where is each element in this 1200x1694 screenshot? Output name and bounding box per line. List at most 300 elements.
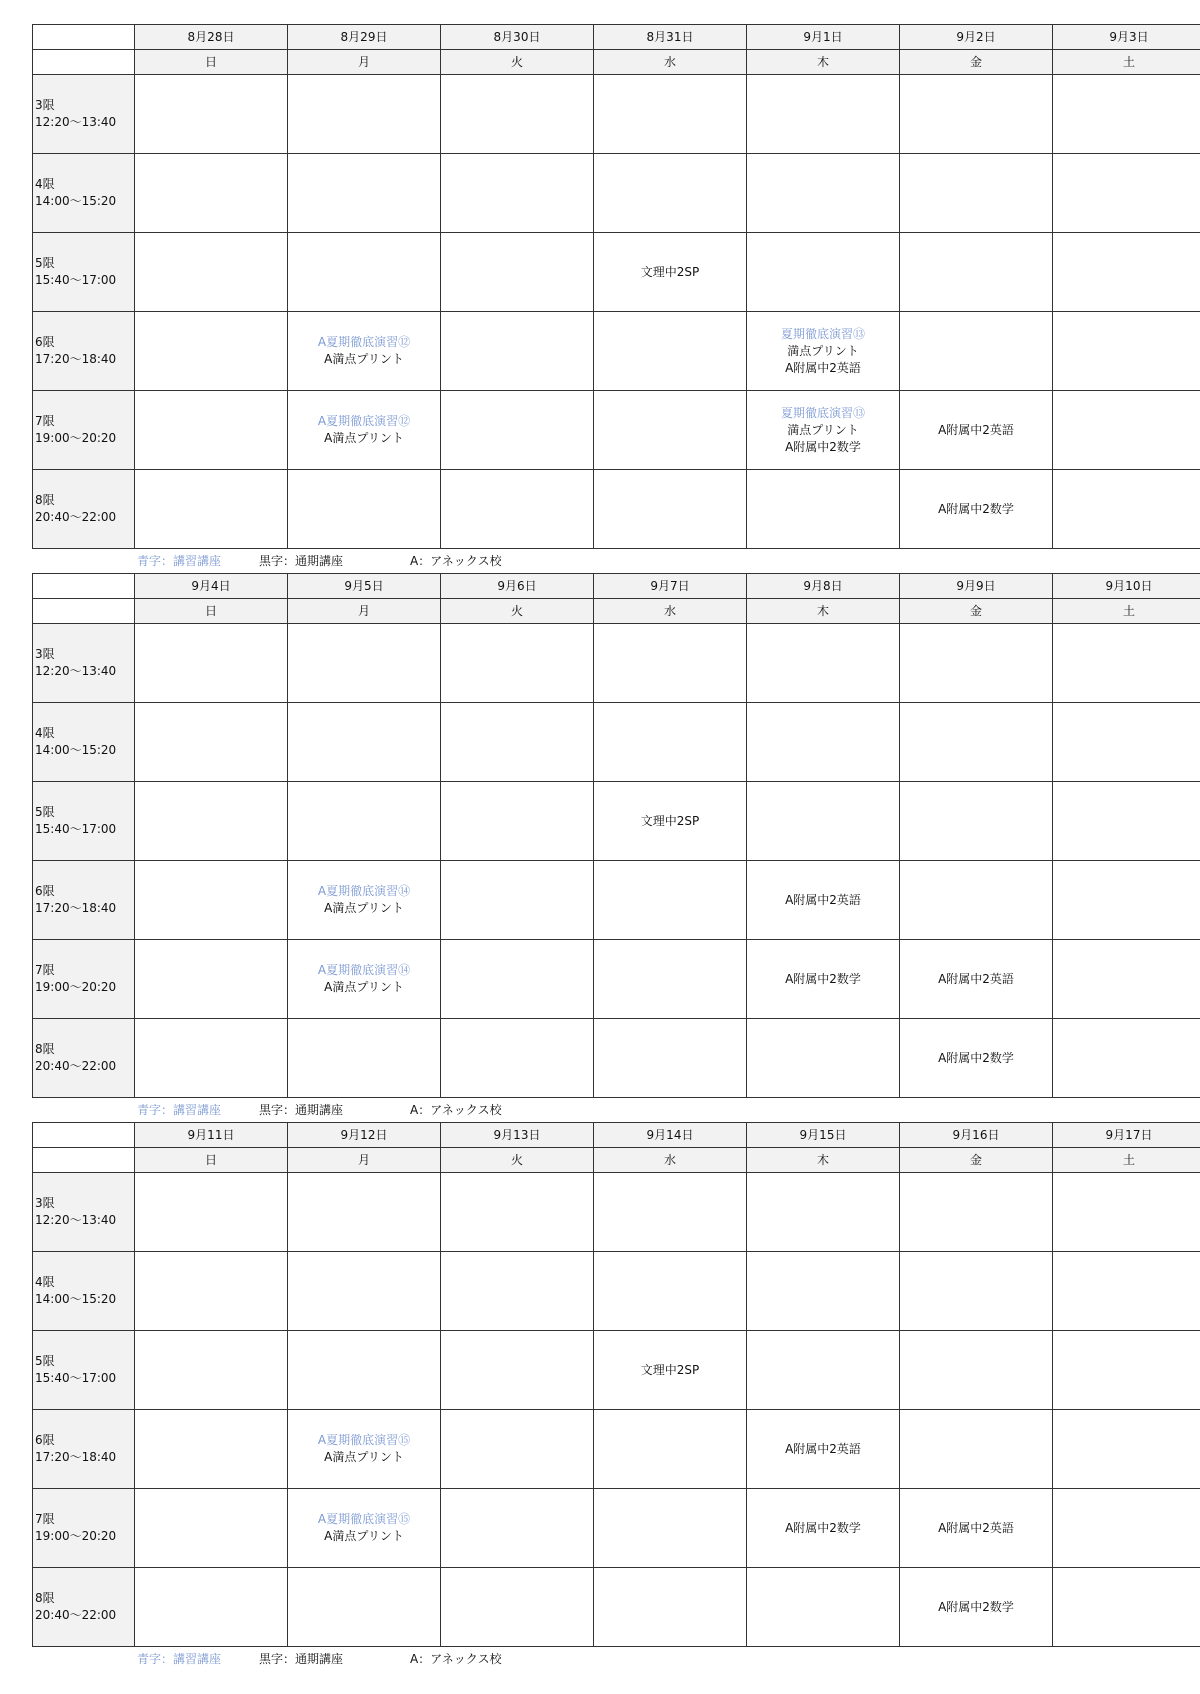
class-entry: A附属中2数学: [785, 1520, 861, 1535]
schedule-cell: [288, 470, 441, 549]
schedule-cell: [288, 154, 441, 233]
schedule-cell: [135, 312, 288, 391]
period-label-cell: [33, 154, 135, 233]
schedule-cell: [900, 1489, 1053, 1568]
schedule-cell: [747, 782, 900, 861]
schedule-cell: [441, 1252, 594, 1331]
period-time: 20:40～22:00: [35, 1608, 117, 1622]
date-header: 9月5日: [288, 574, 441, 599]
week-table: [32, 1122, 1200, 1647]
date-header: 8月28日: [135, 25, 288, 50]
schedule-cell: [900, 1019, 1053, 1098]
period-time: 17:20～18:40: [35, 901, 117, 915]
legend: [32, 551, 1174, 571]
schedule-cell: [288, 75, 441, 154]
corner-cell: [33, 574, 135, 599]
schedule-cell: [441, 312, 594, 391]
period-time: 15:40～17:00: [35, 273, 117, 287]
schedule-cell: [135, 1173, 288, 1252]
schedule-cell: [1053, 1252, 1200, 1331]
weekday-header: 火: [441, 50, 594, 75]
period-label-cell: [33, 1410, 135, 1489]
period-name: 5限: [35, 256, 55, 270]
schedule-cell: [747, 75, 900, 154]
schedule-cell: [135, 703, 288, 782]
date-header-row: [33, 25, 1200, 50]
period-row: [33, 1489, 1200, 1568]
schedule-cell: [288, 391, 441, 470]
legend: [32, 1100, 1174, 1120]
class-entry: A夏期徹底演習⑫: [317, 335, 411, 349]
class-entry: A満点プリント: [324, 980, 404, 994]
date-header: 8月30日: [441, 25, 594, 50]
weekday-header: 土: [1053, 1148, 1200, 1173]
schedule-cell: [594, 1252, 747, 1331]
schedule-cell: [1053, 75, 1200, 154]
period-row: [33, 1568, 1200, 1647]
period-time: 19:00～20:20: [35, 980, 117, 994]
schedule-cell: [747, 624, 900, 703]
period-name: 8限: [35, 1042, 55, 1056]
schedule-cell: [900, 703, 1053, 782]
period-row: [33, 312, 1200, 391]
class-entry: A夏期徹底演習⑮: [317, 1512, 411, 1526]
corner-cell: [33, 25, 135, 50]
date-header: 9月14日: [594, 1123, 747, 1148]
period-label-cell: [33, 940, 135, 1019]
period-time: 14:00～15:20: [35, 194, 117, 208]
legend-annex: A：アネックス校: [410, 1652, 502, 1666]
schedule-cell: [441, 861, 594, 940]
schedule-cell: [1053, 1410, 1200, 1489]
period-label-cell: [33, 861, 135, 940]
week-block: [32, 24, 1200, 549]
schedule-cell: [288, 233, 441, 312]
schedule-cell: [747, 233, 900, 312]
schedule-cell: [594, 1489, 747, 1568]
schedule-cell: [594, 1019, 747, 1098]
legend-annex: A：アネックス校: [410, 554, 502, 568]
date-header: 9月4日: [135, 574, 288, 599]
schedule-cell: [135, 1252, 288, 1331]
weekday-header-row: [33, 599, 1200, 624]
date-header: 9月1日: [747, 25, 900, 50]
schedule-cell: [441, 391, 594, 470]
schedule-cell: [288, 1019, 441, 1098]
schedule-cell: [747, 391, 900, 470]
schedule-cell: [1053, 470, 1200, 549]
legend: [32, 1649, 1174, 1669]
schedule-cell: [594, 861, 747, 940]
period-label-cell: [33, 624, 135, 703]
period-row: [33, 233, 1200, 312]
schedule-cell: [135, 233, 288, 312]
period-row: [33, 75, 1200, 154]
period-label-cell: [33, 1489, 135, 1568]
date-header: 9月3日: [1053, 25, 1200, 50]
schedule-cell: [747, 1019, 900, 1098]
class-entry: A附属中2数学: [785, 971, 861, 986]
weekday-header: 月: [288, 1148, 441, 1173]
weekday-header: 火: [441, 1148, 594, 1173]
schedule-cell: [747, 154, 900, 233]
class-entry: A附属中2英語: [938, 971, 1014, 986]
schedule-cell: [441, 1331, 594, 1410]
class-entry: 文理中2SP: [640, 264, 700, 279]
schedule-cell: [288, 940, 441, 1019]
schedule-cell: [900, 1568, 1053, 1647]
period-row: [33, 861, 1200, 940]
weekday-header: 水: [594, 599, 747, 624]
schedule-cell: [747, 940, 900, 1019]
schedule-cell: [135, 1331, 288, 1410]
class-entry: A満点プリント: [324, 1529, 404, 1543]
date-header: 9月12日: [288, 1123, 441, 1148]
period-label-cell: [33, 391, 135, 470]
period-time: 20:40～22:00: [35, 1059, 117, 1073]
week-table: [32, 24, 1200, 549]
weekday-header: 金: [900, 50, 1053, 75]
schedule-cell: [900, 861, 1053, 940]
period-row: [33, 1019, 1200, 1098]
weekday-header: 木: [747, 599, 900, 624]
schedule-cell: [1053, 782, 1200, 861]
legend-blue-text: 青字：講習講座: [137, 554, 222, 568]
weekday-header: 木: [747, 50, 900, 75]
schedule-cell: [747, 703, 900, 782]
class-entry: A附属中2英語: [785, 892, 861, 907]
class-entry: 満点プリント: [787, 343, 859, 358]
weekday-header: 水: [594, 1148, 747, 1173]
weekday-header: 金: [900, 1148, 1053, 1173]
period-name: 7限: [35, 414, 55, 428]
class-entry: A満点プリント: [324, 901, 404, 915]
legend-black-text: 黒字：通期講座: [259, 1103, 344, 1117]
weekday-header-row: [33, 50, 1200, 75]
schedule-cell: [441, 470, 594, 549]
schedule-cell: [747, 1331, 900, 1410]
schedule-cell: [288, 1173, 441, 1252]
schedule-cell: [135, 391, 288, 470]
schedule-cell: [135, 861, 288, 940]
schedule-cell: [288, 861, 441, 940]
period-name: 4限: [35, 726, 55, 740]
corner-cell: [33, 1148, 135, 1173]
schedule-cell: [747, 1489, 900, 1568]
schedule-cell: [1053, 154, 1200, 233]
period-name: 5限: [35, 1354, 55, 1368]
class-entry: 文理中2SP: [640, 1362, 700, 1377]
schedule-cell: [135, 470, 288, 549]
class-entry: 夏期徹底演習⑬: [780, 405, 865, 420]
period-label-cell: [33, 75, 135, 154]
schedule-cell: [288, 312, 441, 391]
date-header: 9月8日: [747, 574, 900, 599]
date-header: 8月29日: [288, 25, 441, 50]
weekday-header: 日: [135, 50, 288, 75]
date-header: 9月16日: [900, 1123, 1053, 1148]
class-entry: A附属中2数学: [785, 439, 861, 454]
period-time: 19:00～20:20: [35, 431, 117, 445]
class-entry: A満点プリント: [324, 431, 404, 445]
date-header: 9月13日: [441, 1123, 594, 1148]
schedule-cell: [594, 75, 747, 154]
period-label-cell: [33, 1568, 135, 1647]
period-label-cell: [33, 1019, 135, 1098]
period-label-cell: [33, 470, 135, 549]
period-name: 3限: [35, 98, 55, 112]
legend-annex: A：アネックス校: [410, 1103, 502, 1117]
schedule-cell: [441, 233, 594, 312]
class-entry: 文理中2SP: [640, 813, 700, 828]
schedule-cell: [288, 1568, 441, 1647]
period-name: 4限: [35, 177, 55, 191]
schedule-cell: [900, 233, 1053, 312]
schedule-cell: [441, 75, 594, 154]
week-table: [32, 573, 1200, 1098]
period-row: [33, 1173, 1200, 1252]
class-entry: A夏期徹底演習⑮: [317, 1433, 411, 1447]
legend-blue-text: 青字：講習講座: [137, 1652, 222, 1666]
period-row: [33, 782, 1200, 861]
date-header: 9月7日: [594, 574, 747, 599]
schedule-cell: [1053, 1331, 1200, 1410]
schedule-cell: [594, 1568, 747, 1647]
period-name: 8限: [35, 1591, 55, 1605]
period-label-cell: [33, 233, 135, 312]
period-row: [33, 470, 1200, 549]
schedule-cell: [747, 1252, 900, 1331]
date-header: 9月11日: [135, 1123, 288, 1148]
schedule-cell: [594, 233, 747, 312]
schedule-cell: [900, 470, 1053, 549]
schedule-cell: [900, 1252, 1053, 1331]
schedule-cell: [135, 1489, 288, 1568]
period-name: 8限: [35, 493, 55, 507]
schedule-cell: [747, 1410, 900, 1489]
week-block: [32, 1122, 1200, 1647]
schedule-cell: [900, 154, 1053, 233]
schedule-cell: [594, 312, 747, 391]
schedule-cell: [900, 782, 1053, 861]
weekday-header: 土: [1053, 50, 1200, 75]
schedule-cell: [900, 1173, 1053, 1252]
legend-black-text: 黒字：通期講座: [259, 1652, 344, 1666]
legend-black-text: 黒字：通期講座: [259, 554, 344, 568]
schedule-cell: [747, 470, 900, 549]
period-label-cell: [33, 1252, 135, 1331]
class-entry: 夏期徹底演習⑬: [780, 326, 865, 341]
schedule-cell: [747, 312, 900, 391]
period-name: 3限: [35, 647, 55, 661]
schedule-cell: [1053, 391, 1200, 470]
schedule-cell: [288, 782, 441, 861]
class-entry: A満点プリント: [324, 352, 404, 366]
period-time: 14:00～15:20: [35, 743, 117, 757]
class-entry: A附属中2英語: [785, 1441, 861, 1456]
schedule-cell: [900, 624, 1053, 703]
schedule-cell: [288, 1252, 441, 1331]
weekday-header: 月: [288, 599, 441, 624]
schedule-cell: [441, 1568, 594, 1647]
schedule-cell: [594, 154, 747, 233]
schedule-cell: [288, 1489, 441, 1568]
schedule-cell: [594, 1410, 747, 1489]
schedule-cell: [1053, 1173, 1200, 1252]
schedule-cell: [900, 75, 1053, 154]
schedule-cell: [747, 1173, 900, 1252]
schedule-cell: [1053, 1019, 1200, 1098]
schedule-cell: [1053, 312, 1200, 391]
schedule-cell: [135, 1410, 288, 1489]
schedule-cell: [135, 1568, 288, 1647]
weekday-header: 日: [135, 599, 288, 624]
period-name: 7限: [35, 963, 55, 977]
date-header-row: [33, 1123, 1200, 1148]
schedule-cell: [900, 940, 1053, 1019]
period-time: 17:20～18:40: [35, 352, 117, 366]
weekday-header: 水: [594, 50, 747, 75]
schedule-cell: [135, 1019, 288, 1098]
schedule-cell: [1053, 940, 1200, 1019]
corner-cell: [33, 1123, 135, 1148]
weekday-header: 火: [441, 599, 594, 624]
class-entry: A附属中2英語: [938, 1520, 1014, 1535]
schedule-cell: [594, 624, 747, 703]
period-label-cell: [33, 312, 135, 391]
schedule-cell: [594, 391, 747, 470]
date-header-row: [33, 574, 1200, 599]
period-row: [33, 1331, 1200, 1410]
period-time: 14:00～15:20: [35, 1292, 117, 1306]
schedule-cell: [135, 940, 288, 1019]
schedule-cell: [594, 940, 747, 1019]
period-time: 15:40～17:00: [35, 1371, 117, 1385]
period-row: [33, 154, 1200, 233]
schedule-cell: [441, 782, 594, 861]
class-entry: A附属中2数学: [938, 501, 1014, 516]
period-row: [33, 940, 1200, 1019]
weekday-header: 金: [900, 599, 1053, 624]
period-time: 12:20～13:40: [35, 115, 117, 129]
period-name: 7限: [35, 1512, 55, 1526]
schedule-cell: [441, 1173, 594, 1252]
schedule-cell: [900, 391, 1053, 470]
weekday-header: 月: [288, 50, 441, 75]
period-row: [33, 624, 1200, 703]
schedule-cell: [900, 1410, 1053, 1489]
class-entry: 満点プリント: [787, 422, 859, 437]
schedule-cell: [288, 624, 441, 703]
period-row: [33, 1410, 1200, 1489]
period-row: [33, 1252, 1200, 1331]
period-time: 12:20～13:40: [35, 664, 117, 678]
schedule-cell: [135, 154, 288, 233]
date-header: 9月15日: [747, 1123, 900, 1148]
period-name: 4限: [35, 1275, 55, 1289]
date-header: 9月9日: [900, 574, 1053, 599]
date-header: 9月6日: [441, 574, 594, 599]
legend-blue-text: 青字：講習講座: [137, 1103, 222, 1117]
date-header: 9月17日: [1053, 1123, 1200, 1148]
schedule-cell: [288, 1410, 441, 1489]
date-header: 9月2日: [900, 25, 1053, 50]
date-header: 9月10日: [1053, 574, 1200, 599]
period-row: [33, 391, 1200, 470]
period-label-cell: [33, 1331, 135, 1410]
schedule-cell: [441, 1489, 594, 1568]
weekday-header: 土: [1053, 599, 1200, 624]
schedule-cell: [900, 1331, 1053, 1410]
weekday-header: 日: [135, 1148, 288, 1173]
period-time: 19:00～20:20: [35, 1529, 117, 1543]
schedule-cell: [1053, 624, 1200, 703]
period-label-cell: [33, 703, 135, 782]
period-time: 17:20～18:40: [35, 1450, 117, 1464]
schedule-cell: [135, 75, 288, 154]
schedule-cell: [1053, 861, 1200, 940]
schedule-cell: [747, 1568, 900, 1647]
schedule-cell: [1053, 233, 1200, 312]
schedule-cell: [441, 703, 594, 782]
week-block: [32, 573, 1200, 1098]
class-entry: A附属中2英語: [938, 422, 1014, 437]
period-time: 20:40～22:00: [35, 510, 117, 524]
schedule-cell: [441, 1019, 594, 1098]
class-entry: A夏期徹底演習⑫: [317, 414, 411, 428]
period-name: 3限: [35, 1196, 55, 1210]
weekday-header: 木: [747, 1148, 900, 1173]
weekday-header-row: [33, 1148, 1200, 1173]
schedule-cell: [594, 1331, 747, 1410]
period-name: 6限: [35, 1433, 55, 1447]
class-entry: A満点プリント: [324, 1450, 404, 1464]
period-name: 6限: [35, 884, 55, 898]
period-name: 5限: [35, 805, 55, 819]
schedule-cell: [288, 1331, 441, 1410]
period-row: [33, 703, 1200, 782]
schedule-cell: [594, 470, 747, 549]
schedule-cell: [441, 1410, 594, 1489]
schedule-cell: [1053, 1489, 1200, 1568]
class-entry: A附属中2英語: [785, 360, 861, 375]
class-entry: A附属中2数学: [938, 1599, 1014, 1614]
period-time: 12:20～13:40: [35, 1213, 117, 1227]
corner-cell: [33, 50, 135, 75]
schedule-cell: [441, 624, 594, 703]
class-entry: A夏期徹底演習⑭: [317, 963, 411, 977]
class-entry: A夏期徹底演習⑭: [317, 884, 411, 898]
schedule-cell: [594, 782, 747, 861]
period-label-cell: [33, 782, 135, 861]
schedule-cell: [900, 312, 1053, 391]
schedule-cell: [441, 154, 594, 233]
corner-cell: [33, 599, 135, 624]
schedule-cell: [288, 703, 441, 782]
schedule-cell: [594, 1173, 747, 1252]
schedule-cell: [135, 624, 288, 703]
schedule-cell: [594, 703, 747, 782]
period-label-cell: [33, 1173, 135, 1252]
period-name: 6限: [35, 335, 55, 349]
period-time: 15:40～17:00: [35, 822, 117, 836]
date-header: 8月31日: [594, 25, 747, 50]
schedule-cell: [747, 861, 900, 940]
class-entry: A附属中2数学: [938, 1050, 1014, 1065]
schedule-cell: [1053, 1568, 1200, 1647]
schedule-cell: [1053, 703, 1200, 782]
schedule-cell: [135, 782, 288, 861]
